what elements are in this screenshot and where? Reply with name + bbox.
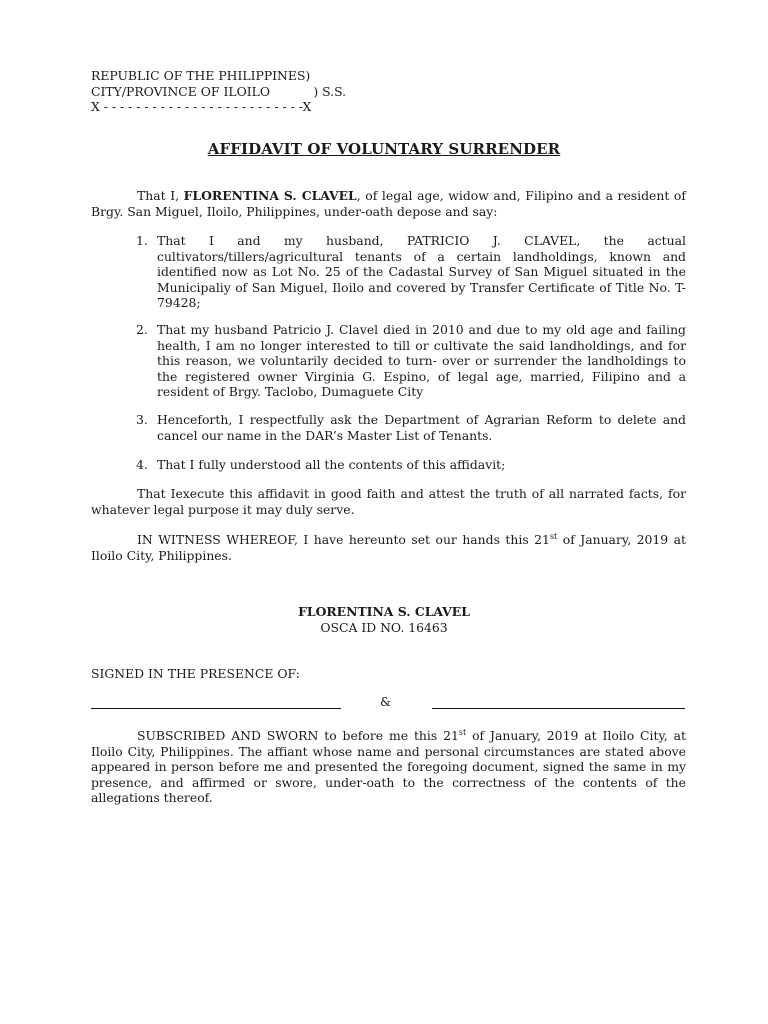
intro-pre: That I,	[137, 188, 184, 203]
intro-post: , of legal age, widow and, Filipino and a resident of Brgy. San Miguel, Iloilo, Philippines, under-oath depose and say:	[91, 188, 686, 219]
witness-ordinal: st	[549, 531, 558, 541]
list-item	[91, 233, 686, 311]
venue-line-republic: REPUBLIC OF THE PHILIPPINES)	[91, 68, 311, 83]
item-text: That my husband Patricio J. Clavel died in 2010 and due to my old age and failing health, I am no longer interested to till or cultivate the said landholdings, and for this reason, we voluntarily decided to turn- over or surrender the landholdings to the registered owner Virginia G. Espino, of legal age, married, Filipino and a resident of Brgy. Taclobo, Dumaguete City	[157, 322, 686, 399]
ampersand: &	[380, 694, 392, 709]
item-number: 1.	[136, 233, 148, 248]
item-text: That I and my husband, PATRICIO J. CLAVEL, the actual cultivators/tillers/agricultural tenants of a certain landholdings, known and identified now as Lot No. 25 of the Cadastal Survey of San Miguel situated in the Municipaliy of San Miguel, Iloilo and covered by Transfer Certificate of Title No. T-79428;	[157, 233, 686, 310]
witness-pre: IN WITNESS WHEREOF, I have hereunto set our hands this 21	[137, 532, 550, 547]
good-faith-paragraph: That Iexecute this affidavit in good faith and attest the truth of all narrated facts, for whatever legal purpose it may duly serve.	[91, 486, 686, 517]
numbered-list-item-3	[91, 412, 686, 443]
affiant-name: FLORENTINA S. CLAVEL	[183, 188, 357, 203]
numbered-list-item-1	[91, 233, 686, 311]
numbered-list-item-2	[91, 322, 686, 400]
venue-block	[91, 68, 346, 115]
signatory-id: OSCA ID NO. 16463	[320, 620, 448, 635]
witness-post: of January, 2019 at Iloilo City, Philippines.	[91, 532, 686, 563]
item-text: That I fully understood all the contents of this affidavit;	[157, 457, 506, 472]
venue-line-separator: X - - - - - - - - - - - - - - - - - - - - - - - - -X	[91, 99, 312, 114]
list-item	[91, 412, 686, 443]
witness-signature-line-right	[432, 708, 685, 709]
document-title: AFFIDAVIT OF VOLUNTARY SURRENDER	[207, 140, 561, 158]
witness-signature-line-left	[91, 708, 341, 709]
jurat-pre: SUBSCRIBED AND SWORN to before me this 21	[137, 728, 459, 743]
witness-paragraph	[91, 532, 686, 563]
signatory-name: FLORENTINA S. CLAVEL	[298, 604, 470, 619]
item-number: 2.	[136, 322, 148, 337]
intro-paragraph	[91, 188, 686, 219]
item-number: 3.	[136, 412, 148, 427]
signed-in-presence-label: SIGNED IN THE PRESENCE OF:	[91, 666, 300, 681]
jurat-paragraph	[91, 728, 686, 806]
jurat-post: of January, 2019 at Iloilo City, at Iloilo City, Philippines. The affiant whose name and personal circumstances are stated above appeared in person before me and presented the foregoing document, signed the same in my presence, and affirmed or swore, under-oath to the correctness of the contents of the allegations thereof.	[91, 728, 686, 805]
venue-line-province: CITY/PROVINCE OF ILOILO ) S.S.	[91, 83, 347, 99]
item-text: Henceforth, I respectfully ask the Department of Agrarian Reform to delete and cancel our name in the DAR’s Master List of Tenants.	[157, 412, 686, 443]
item-number: 4.	[136, 457, 148, 472]
jurat-ordinal: st	[458, 727, 467, 737]
list-item	[91, 322, 686, 400]
list-item	[91, 457, 686, 473]
numbered-list-item-4	[91, 457, 686, 473]
